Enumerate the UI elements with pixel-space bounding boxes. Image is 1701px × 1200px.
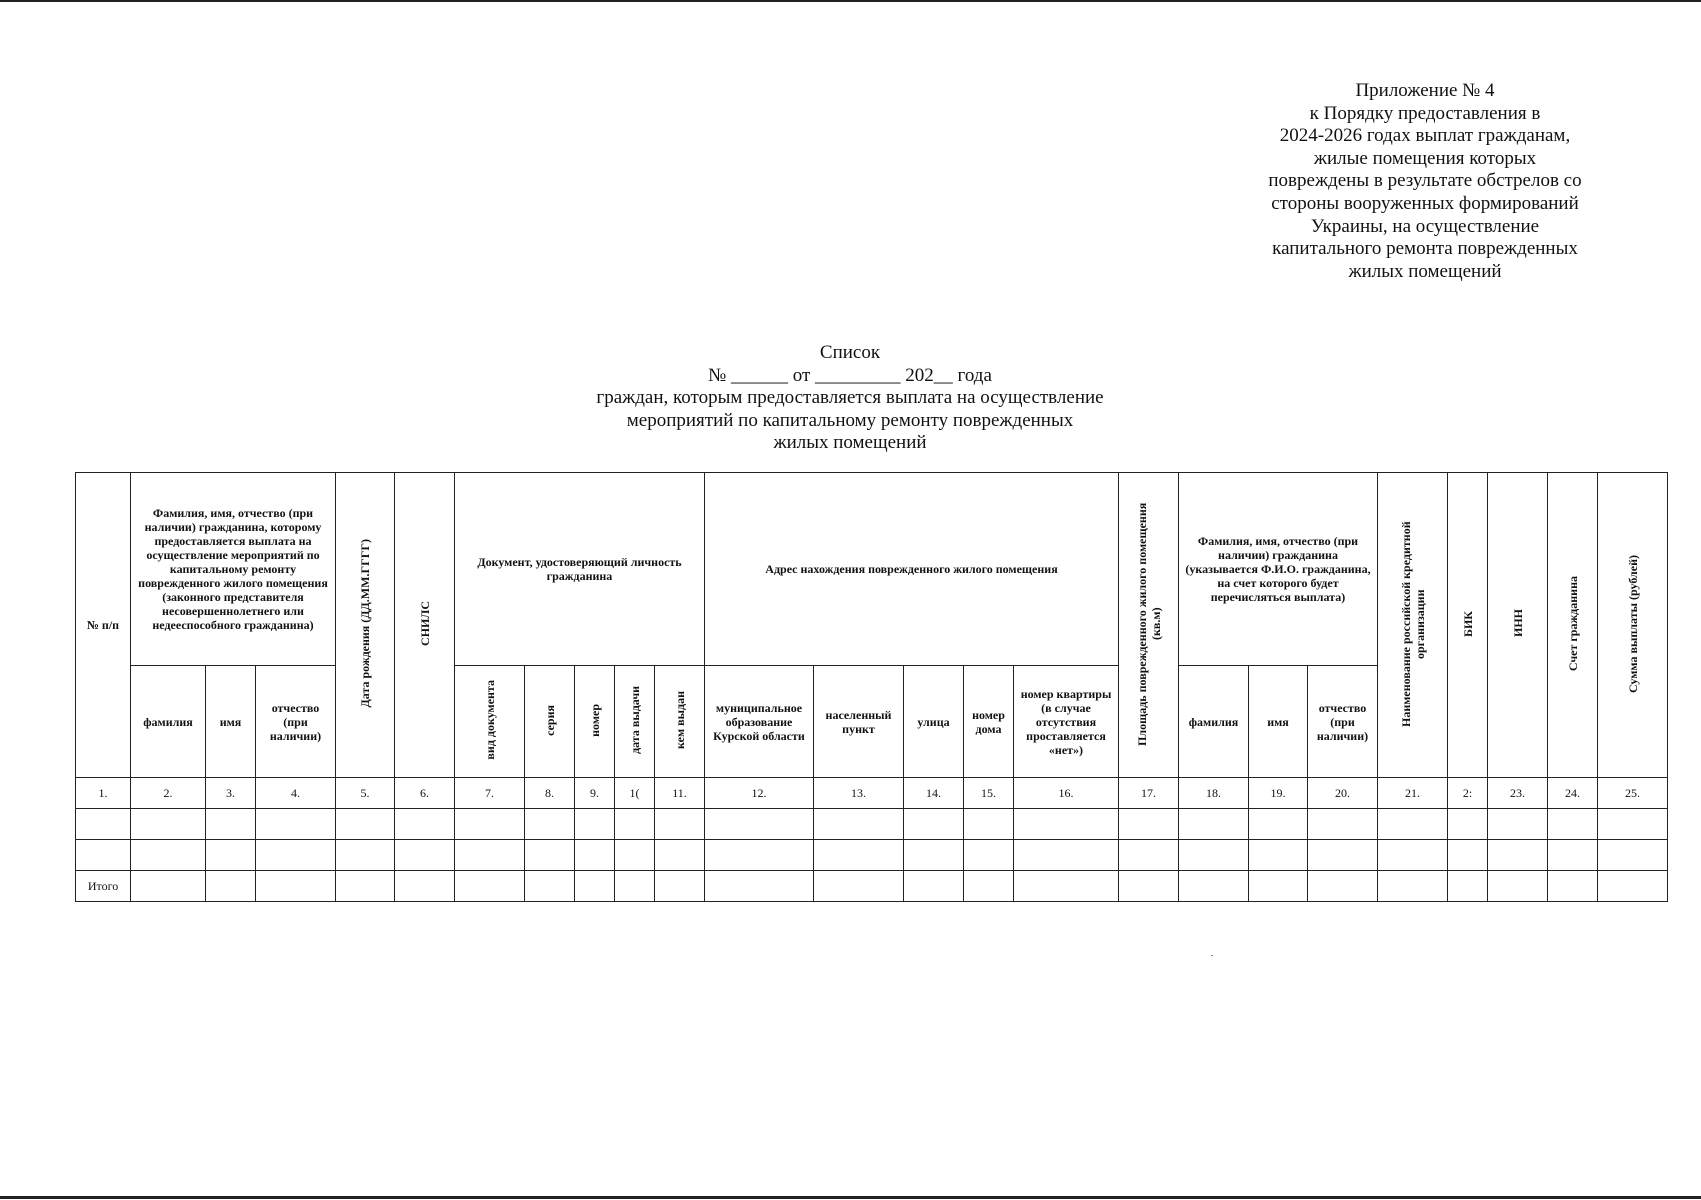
total-cell [1249, 871, 1308, 902]
header-addr-municipality: муниципальное образование Курской области [705, 666, 814, 778]
header-inn-text: ИНН [1510, 609, 1525, 638]
empty-cell [256, 809, 336, 840]
header-amount [1598, 473, 1668, 778]
empty-cell [1179, 840, 1249, 871]
column-number-cell: 23. [1488, 778, 1548, 809]
empty-cell [615, 840, 655, 871]
total-cell [1179, 871, 1249, 902]
header-doc-type [455, 666, 525, 778]
empty-cell [705, 840, 814, 871]
header-area [1119, 473, 1179, 778]
header-account [1548, 473, 1598, 778]
total-cell [336, 871, 395, 902]
header-amount-text: Сумма выплаты (рублей) [1625, 554, 1640, 693]
empty-cell [525, 809, 575, 840]
header-addr-settlement: населенный пункт [814, 666, 904, 778]
empty-cell [336, 840, 395, 871]
column-number-cell: 6. [395, 778, 455, 809]
header-doc-series [525, 666, 575, 778]
total-cell [455, 871, 525, 902]
total-cell [395, 871, 455, 902]
header-fio-group: Фамилия, имя, отчество (при наличии) гражданина, которому предоставляется выплата на осуществление мероприятий по капитальному ремонту поврежденного жилого помещения (законного представителя несовершеннолетнего или недееспособного гражданина) [131, 473, 336, 666]
appendix-line: к Порядку предоставления в [1309, 102, 1541, 124]
header-fio-patronymic: отчество (при наличии) [256, 666, 336, 778]
empty-cell [1119, 809, 1179, 840]
column-number-cell: 14. [904, 778, 964, 809]
empty-cell [964, 840, 1014, 871]
header-fio-surname: фамилия [131, 666, 206, 778]
header-bik-text: БИК [1460, 610, 1475, 637]
column-number-cell: 2. [131, 778, 206, 809]
column-number-cell: 2: [1448, 778, 1488, 809]
empty-cell [1308, 840, 1378, 871]
column-number-cell: 3. [206, 778, 256, 809]
appendix-line: Приложение № 4 [1355, 80, 1495, 101]
citizens-table [75, 472, 1668, 902]
header-acct-name: имя [1249, 666, 1308, 778]
header-row-1 [76, 473, 1668, 666]
column-number-cell: 16. [1014, 778, 1119, 809]
empty-cell [904, 840, 964, 871]
header-doc-date-text: дата выдачи [627, 686, 642, 754]
column-number-cell: 12. [705, 778, 814, 809]
header-row-number: № п/п [76, 473, 131, 778]
column-number-cell: 19. [1249, 778, 1308, 809]
total-row [76, 871, 1668, 902]
empty-cell [1598, 809, 1668, 840]
appendix-line: 2024-2026 годах выплат гражданам, [1279, 125, 1571, 147]
total-cell [1548, 871, 1598, 902]
column-number-cell: 8. [525, 778, 575, 809]
column-number-cell: 1. [76, 778, 131, 809]
header-acct-patronymic: отчество (при наличии) [1308, 666, 1378, 778]
column-number-cell: 7. [455, 778, 525, 809]
empty-row [76, 809, 1668, 840]
appendix-line: капитального ремонта поврежденных [1272, 238, 1578, 260]
empty-cell [1014, 840, 1119, 871]
empty-cell [814, 840, 904, 871]
column-number-cell: 18. [1179, 778, 1249, 809]
column-number-cell: 13. [814, 778, 904, 809]
column-number-cell: 4. [256, 778, 336, 809]
total-cell [1308, 871, 1378, 902]
empty-cell [1179, 809, 1249, 840]
total-cell [814, 871, 904, 902]
list-title: Список [819, 342, 881, 363]
header-inn [1488, 473, 1548, 778]
empty-cell [1014, 809, 1119, 840]
column-number-cell: 24. [1548, 778, 1598, 809]
header-birth-date [336, 473, 395, 778]
empty-cell [206, 840, 256, 871]
empty-cell [206, 809, 256, 840]
empty-cell [615, 809, 655, 840]
header-doc-series-text: серия [542, 704, 557, 736]
list-subtitle-line-3: жилых помещений [773, 432, 927, 454]
empty-cell [904, 809, 964, 840]
total-cell [1488, 871, 1548, 902]
header-snils-text: СНИЛС [417, 601, 432, 646]
header-acct-surname: фамилия [1179, 666, 1249, 778]
total-cell [575, 871, 615, 902]
list-subtitle-line-1: граждан, которым предоставляется выплата на осуществление [596, 387, 1104, 409]
column-number-cell: 20. [1308, 778, 1378, 809]
column-number-cell: 9. [575, 778, 615, 809]
header-document-group: Документ, удостоверяющий личность гражданина [455, 473, 705, 666]
page-bottom-edge [0, 1196, 1701, 1199]
header-account-text: Счет гражданина [1565, 575, 1580, 672]
empty-cell [1488, 809, 1548, 840]
list-subtitle-line-2: мероприятий по капитальному ремонту поврежденных [626, 409, 1074, 431]
total-cell [1014, 871, 1119, 902]
header-doc-number [575, 666, 615, 778]
total-cell [525, 871, 575, 902]
empty-cell [655, 840, 705, 871]
header-bank-name-text: Наименование российской кредитной организации [1398, 520, 1427, 727]
appendix-line: стороны вооруженных формирований [1271, 192, 1579, 214]
total-cell [131, 871, 206, 902]
header-birth-date-text: Дата рождения (ДД.ММ.ГГГГ) [358, 539, 372, 708]
total-cell [206, 871, 256, 902]
header-addr-house: номер дома [964, 666, 1014, 778]
total-cell [1598, 871, 1668, 902]
total-cell [1448, 871, 1488, 902]
total-cell [964, 871, 1014, 902]
header-addr-street: улица [904, 666, 964, 778]
empty-cell [1448, 840, 1488, 871]
empty-cell [131, 840, 206, 871]
empty-cell [1249, 840, 1308, 871]
column-number-cell: 5. [336, 778, 395, 809]
header-bik [1448, 473, 1488, 778]
appendix-heading [1230, 80, 1620, 283]
empty-cell [76, 840, 131, 871]
scan-speck [1211, 955, 1213, 956]
column-number-cell: 11. [655, 778, 705, 809]
total-cell [904, 871, 964, 902]
empty-cell [1548, 809, 1598, 840]
empty-cell [455, 809, 525, 840]
empty-cell [1378, 809, 1448, 840]
empty-cell [1488, 840, 1548, 871]
header-addr-apartment: номер квартиры (в случае отсутствия проставляется «нет») [1014, 666, 1119, 778]
empty-cell [964, 809, 1014, 840]
empty-cell [395, 809, 455, 840]
column-number-cell: 21. [1378, 778, 1448, 809]
empty-cell [336, 809, 395, 840]
empty-cell [455, 840, 525, 871]
header-address-group: Адрес нахождения поврежденного жилого помещения [705, 473, 1119, 666]
empty-cell [705, 809, 814, 840]
empty-cell [1448, 809, 1488, 840]
header-doc-issuer [655, 666, 705, 778]
empty-cell [575, 809, 615, 840]
column-number-cell: 25. [1598, 778, 1668, 809]
list-title-block [500, 342, 1200, 455]
empty-cell [1378, 840, 1448, 871]
header-doc-type-text: вид документа [482, 680, 497, 760]
empty-cell [1119, 840, 1179, 871]
empty-cell [575, 840, 615, 871]
empty-row [76, 840, 1668, 871]
column-number-cell: 17. [1119, 778, 1179, 809]
list-number-line: № ______ от _________ 202__ года [708, 364, 992, 386]
column-number-row [76, 778, 1668, 809]
header-doc-issuer-text: кем выдан [672, 691, 687, 749]
total-cell [655, 871, 705, 902]
header-doc-date [615, 666, 655, 778]
total-cell [1378, 871, 1448, 902]
empty-cell [131, 809, 206, 840]
total-cell [1119, 871, 1179, 902]
empty-cell [76, 809, 131, 840]
empty-cell [395, 840, 455, 871]
appendix-line: жилые помещения которых [1313, 147, 1537, 169]
empty-cell [525, 840, 575, 871]
total-cell [615, 871, 655, 902]
appendix-line: повреждены в результате обстрелов со [1268, 170, 1582, 192]
header-account-holder-group: Фамилия, имя, отчество (при наличии) гражданина (указывается Ф.И.О. гражданина, на счет которого будет перечисляться выплата) [1179, 473, 1378, 666]
header-area-text: Площадь поврежденного жилого помещения (кв.м) [1134, 501, 1163, 746]
appendix-line: жилых помещений [1348, 260, 1502, 282]
column-number-cell: 15. [964, 778, 1014, 809]
total-cell [256, 871, 336, 902]
empty-cell [256, 840, 336, 871]
empty-cell [1598, 840, 1668, 871]
header-fio-name: имя [206, 666, 256, 778]
empty-cell [814, 809, 904, 840]
page-top-edge [0, 0, 1701, 2]
empty-cell [655, 809, 705, 840]
total-label: Итого [76, 871, 131, 902]
empty-cell [1249, 809, 1308, 840]
column-number-cell: 1( [615, 778, 655, 809]
total-cell [705, 871, 814, 902]
empty-cell [1308, 809, 1378, 840]
header-bank-name [1378, 473, 1448, 778]
empty-cell [1548, 840, 1598, 871]
header-snils [395, 473, 455, 778]
appendix-line: Украины, на осуществление [1310, 215, 1540, 237]
header-doc-number-text: номер [587, 703, 602, 737]
